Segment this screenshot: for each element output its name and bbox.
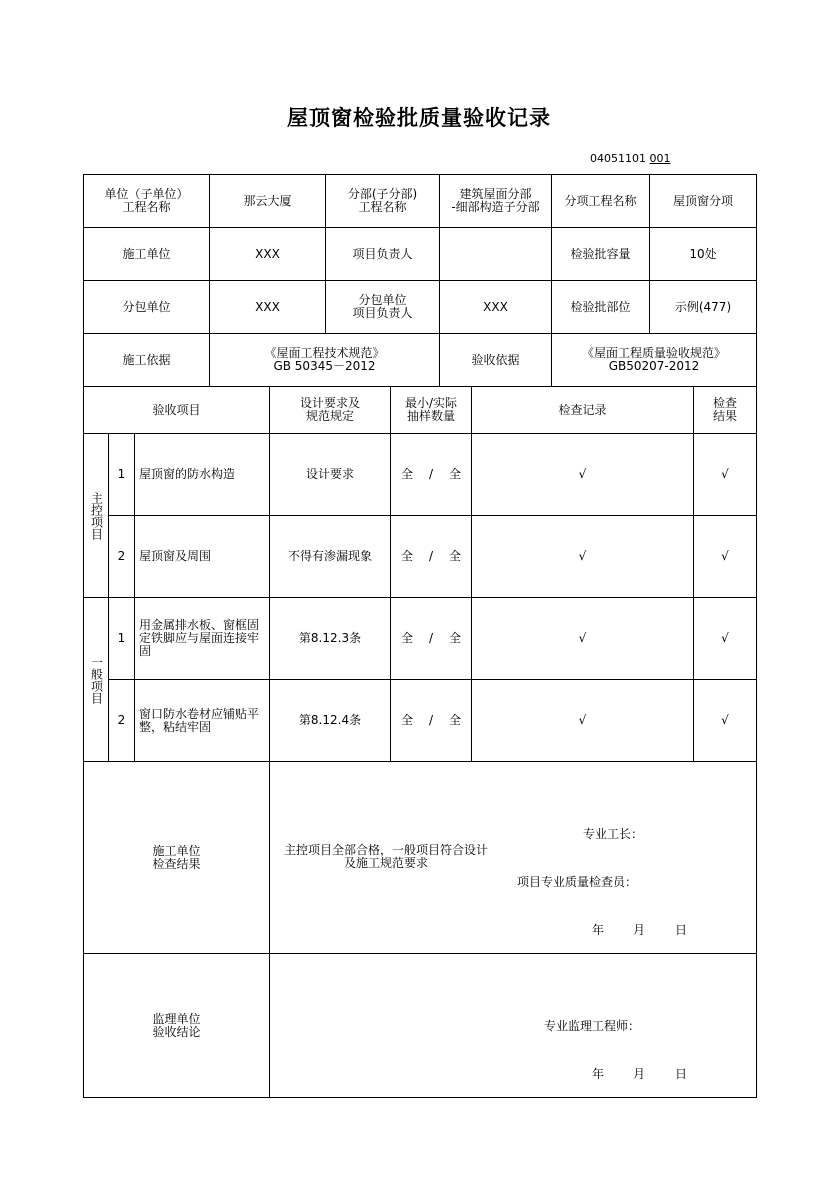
row-number: 1 bbox=[109, 598, 135, 680]
supervision-month: 月 bbox=[633, 1067, 646, 1081]
col-design-header: 设计要求及 规范规定 bbox=[270, 387, 391, 434]
sub-label: 分包单位 bbox=[83, 281, 210, 334]
row-number: 2 bbox=[109, 516, 135, 598]
row-design: 设计要求 bbox=[270, 434, 391, 516]
construction-month: 月 bbox=[633, 923, 646, 937]
sample-min: 全 bbox=[400, 631, 413, 645]
main-control-group: 主控项目 bbox=[83, 434, 109, 598]
row-result: √ bbox=[694, 434, 757, 516]
division-value: 建筑屋面分部 -细部构造子分部 bbox=[440, 174, 552, 228]
sample-slash: / bbox=[428, 549, 434, 563]
part-value: 示例(477) bbox=[650, 281, 757, 334]
accept-basis-value: 《屋面工程质量验收规范》 GB50207-2012 bbox=[552, 334, 757, 387]
inspection-table bbox=[83, 174, 757, 1098]
row-design: 不得有渗漏现象 bbox=[270, 516, 391, 598]
unit-label: 单位（子单位） 工程名称 bbox=[83, 174, 210, 228]
row-sample bbox=[391, 516, 472, 598]
sample-actual: 全 bbox=[448, 713, 461, 727]
row-result: √ bbox=[694, 516, 757, 598]
sample-actual: 全 bbox=[448, 467, 461, 481]
code-suffix: 001 bbox=[649, 152, 671, 165]
part-label: 检验批部位 bbox=[552, 281, 650, 334]
sample-min: 全 bbox=[400, 467, 413, 481]
contractor-label: 施工单位 bbox=[83, 228, 210, 281]
row-item-name: 屋顶窗及周围 bbox=[135, 516, 270, 598]
col-result-header: 检查 结果 bbox=[694, 387, 757, 434]
foreman-signature-label: 专业工长： bbox=[583, 827, 644, 841]
row-item-name: 用金属排水板、窗框固定铁脚应与屋面连接牢固 bbox=[135, 598, 270, 680]
sub-value: XXX bbox=[210, 281, 326, 334]
construction-year: 年 bbox=[592, 923, 605, 937]
row-design: 第8.12.3条 bbox=[270, 598, 391, 680]
basis-label: 施工依据 bbox=[83, 334, 210, 387]
row-sample bbox=[391, 434, 472, 516]
construction-conclusion: 主控项目全部合格，一般项目符合设计 及施工规范要求 bbox=[283, 843, 488, 870]
row-sample bbox=[391, 680, 472, 762]
row-number: 1 bbox=[109, 434, 135, 516]
inspector-signature-label: 项目专业质量检查员： bbox=[517, 875, 638, 889]
sample-slash: / bbox=[428, 713, 434, 727]
capacity-value: 10处 bbox=[650, 228, 757, 281]
contractor-value: XXX bbox=[210, 228, 326, 281]
sample-slash: / bbox=[428, 631, 434, 645]
sub-manager-value: XXX bbox=[440, 281, 552, 334]
row-item-name: 窗口防水卷材应铺贴平整，粘结牢固 bbox=[135, 680, 270, 762]
supervision-year: 年 bbox=[592, 1067, 605, 1081]
code-prefix: 04051101 bbox=[590, 152, 646, 165]
manager-value bbox=[440, 228, 552, 281]
construction-day: 日 bbox=[675, 923, 688, 937]
sample-slash: / bbox=[428, 467, 434, 481]
sample-min: 全 bbox=[400, 549, 413, 563]
row-design: 第8.12.4条 bbox=[270, 680, 391, 762]
col-sample-header: 最小/实际 抽样数量 bbox=[391, 387, 472, 434]
item-value: 屋顶窗分项 bbox=[650, 174, 757, 228]
accept-basis-label: 验收依据 bbox=[440, 334, 552, 387]
sample-actual: 全 bbox=[448, 549, 461, 563]
row-number: 2 bbox=[109, 680, 135, 762]
manager-label: 项目负责人 bbox=[326, 228, 440, 281]
sub-manager-label: 分包单位 项目负责人 bbox=[326, 281, 440, 334]
row-record: √ bbox=[472, 516, 694, 598]
unit-value: 那云大厦 bbox=[210, 174, 326, 228]
row-result: √ bbox=[694, 598, 757, 680]
supervisor-signature-label: 专业监理工程师： bbox=[544, 1019, 641, 1033]
supervision-day: 日 bbox=[675, 1067, 688, 1081]
basis-value: 《屋面工程技术规范》 GB 50345－2012 bbox=[210, 334, 440, 387]
division-label: 分部(子分部) 工程名称 bbox=[326, 174, 440, 228]
item-label: 分项工程名称 bbox=[552, 174, 650, 228]
row-item-name: 屋顶窗的防水构造 bbox=[135, 434, 270, 516]
row-record: √ bbox=[472, 598, 694, 680]
sample-actual: 全 bbox=[448, 631, 461, 645]
page-title: 屋顶窗检验批质量验收记录 bbox=[287, 106, 551, 130]
col-item-header: 验收项目 bbox=[83, 387, 270, 434]
record-code bbox=[590, 152, 697, 165]
row-record: √ bbox=[472, 434, 694, 516]
row-sample bbox=[391, 598, 472, 680]
general-group: 一般项目 bbox=[83, 598, 109, 762]
row-record: √ bbox=[472, 680, 694, 762]
col-record-header: 检查记录 bbox=[472, 387, 694, 434]
construction-check-label: 施工单位 检查结果 bbox=[83, 762, 270, 954]
capacity-label: 检验批容量 bbox=[552, 228, 650, 281]
sample-min: 全 bbox=[400, 713, 413, 727]
row-result: √ bbox=[694, 680, 757, 762]
supervision-label: 监理单位 验收结论 bbox=[83, 954, 270, 1098]
